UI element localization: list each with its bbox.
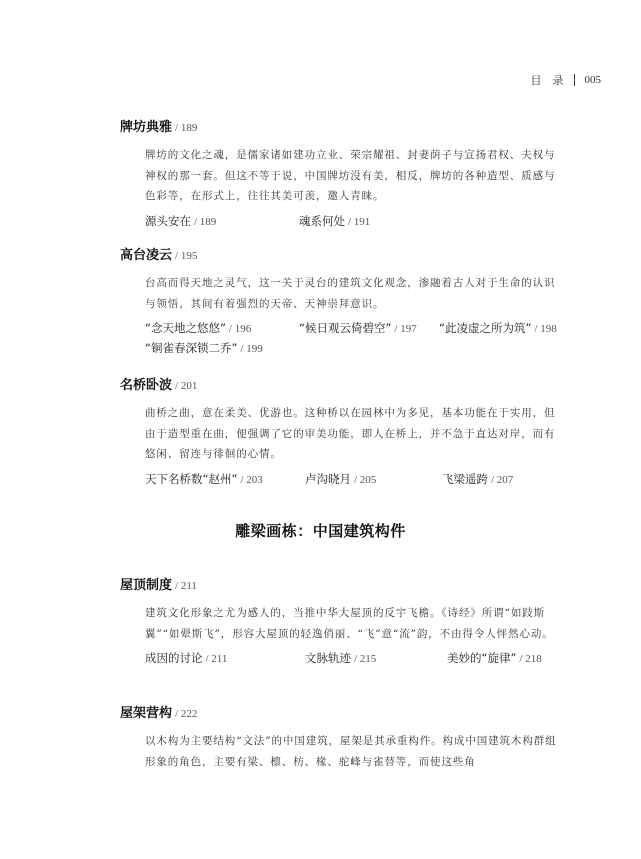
subsection-text: 飞梁遥跨 bbox=[442, 471, 488, 486]
subsection-page-ref: / 207 bbox=[491, 473, 514, 486]
toc-entry-title[interactable] bbox=[120, 248, 580, 264]
subsection-text: “念天地之悠悠” bbox=[145, 321, 226, 335]
subsection-link[interactable] bbox=[145, 318, 251, 339]
entry-description: 曲桥之曲，意在柔美、优游也。这种桥以在园林中为多见，基本功能在于实用，但由于造型重在曲，便强调了它的审美功能，即人在桥上，并不急于直达对岸，而有悠闲、留连与徘徊的心情。 bbox=[145, 407, 556, 460]
entry-title-text: 屋顶制度 bbox=[120, 578, 173, 593]
subsection-page-ref: / 196 bbox=[228, 323, 252, 335]
subsection-link[interactable] bbox=[145, 648, 227, 669]
subsection-link[interactable] bbox=[439, 318, 557, 339]
subsection-link[interactable] bbox=[305, 469, 376, 490]
subsection-text: “铜雀春深锁二乔” bbox=[145, 341, 238, 355]
subsection-link[interactable] bbox=[299, 211, 370, 232]
entry-title-text: 屋架营构 bbox=[120, 706, 173, 721]
entry-description: 建筑文化形象之尤为感人的，当推中华大屋顶的反宇飞檐。《诗经》所谓“如跂斯翼”“如翚斯飞”，形容大屋顶的轻逸俏丽、“飞”意“流”韵，不由得令人怦然心动。 bbox=[145, 607, 554, 640]
subsection-text: 魂系何处 bbox=[299, 213, 345, 228]
subsection-link[interactable] bbox=[145, 469, 263, 490]
entry-page-ref: / 211 bbox=[175, 580, 197, 592]
subsection-list bbox=[145, 648, 580, 668]
subsection-text: 卢沟晓月 bbox=[305, 471, 351, 486]
subsection-page-ref: / 211 bbox=[205, 653, 228, 665]
toc-entry-title[interactable] bbox=[120, 378, 580, 394]
toc-entry-title[interactable] bbox=[120, 578, 580, 594]
subsection-text: 天下名桥数“赵州” bbox=[145, 471, 238, 486]
entry-title-text: 高台凌云 bbox=[120, 248, 173, 263]
entry-description: 台高而得天地之灵气，这一关于灵台的建筑文化观念，渗融着古人对于生命的认识与领悟，其间有着强烈的天帝、天神崇拜意识。 bbox=[145, 277, 556, 310]
subsection-text: 美妙的“旋律” bbox=[447, 651, 517, 665]
toc-entry-title[interactable] bbox=[120, 706, 580, 722]
running-head-divider bbox=[574, 74, 575, 86]
subsection-list bbox=[145, 318, 580, 358]
running-head-label: 目 录 bbox=[530, 74, 564, 87]
running-head bbox=[531, 72, 602, 88]
subsection-page-ref: / 218 bbox=[519, 653, 542, 665]
subsection-page-ref: / 205 bbox=[354, 473, 377, 486]
toc-entry-wuding bbox=[120, 578, 580, 668]
toc-entry-paifang bbox=[120, 120, 580, 231]
subsection-page-ref: / 197 bbox=[394, 323, 417, 335]
entry-description: 牌坊的文化之魂，是儒家诸如建功立业、荣宗耀祖、封妻荫子与宣扬君权、夫权与神权的那一套。但这不等于说，中国牌坊没有美，相反，牌坊的各种造型、质感与色彩等，在形式上，往往其美可羡，邀人青睐。 bbox=[145, 149, 556, 202]
entry-page-ref: / 201 bbox=[175, 380, 198, 392]
subsection-text: “此凌虚之所为筑” bbox=[439, 321, 532, 335]
subsection-list bbox=[145, 211, 580, 231]
entry-title-text: 牌坊典雅 bbox=[120, 120, 173, 135]
subsection-link[interactable] bbox=[305, 648, 376, 669]
part-title[interactable]: 雕梁画栋：中国建筑构件 bbox=[235, 522, 406, 540]
subsection-page-ref: / 199 bbox=[240, 343, 263, 355]
toc-entry-wujia bbox=[120, 706, 580, 772]
subsection-page-ref: / 203 bbox=[240, 473, 263, 486]
entry-page-ref: / 189 bbox=[175, 122, 198, 134]
subsection-text: “候日观云倚碧空” bbox=[299, 321, 392, 335]
toc-entry-title[interactable] bbox=[120, 120, 580, 136]
subsection-page-ref: / 198 bbox=[534, 323, 557, 335]
subsection-text: 源头安在 bbox=[145, 213, 191, 228]
entry-description: 以木构为主要结构“文法”的中国建筑，屋架是其承重构件。构成中国建筑木构群组形象的角色，主要有梁、檩、枋、椽、驼峰与雀替等，而使这些角 bbox=[145, 735, 557, 768]
toc-entry-mingqiao bbox=[120, 378, 580, 489]
subsection-list bbox=[145, 469, 580, 489]
subsection-link[interactable] bbox=[145, 211, 216, 232]
subsection-link[interactable] bbox=[442, 469, 513, 490]
subsection-link[interactable] bbox=[447, 648, 542, 669]
subsection-page-ref: / 189 bbox=[194, 215, 217, 228]
subsection-link[interactable] bbox=[299, 318, 417, 339]
entry-page-ref: / 195 bbox=[175, 250, 198, 262]
subsection-page-ref: / 215 bbox=[354, 653, 377, 665]
subsection-text: 文脉轨迹 bbox=[305, 651, 351, 665]
subsection-link[interactable] bbox=[145, 338, 263, 359]
subsection-text: 成因的讨论 bbox=[145, 651, 203, 665]
page-number: 005 bbox=[584, 74, 601, 86]
toc-entry-gaotai bbox=[120, 248, 580, 358]
entry-title-text: 名桥卧波 bbox=[120, 378, 173, 393]
subsection-page-ref: / 191 bbox=[348, 215, 371, 228]
entry-page-ref: / 222 bbox=[175, 708, 198, 720]
